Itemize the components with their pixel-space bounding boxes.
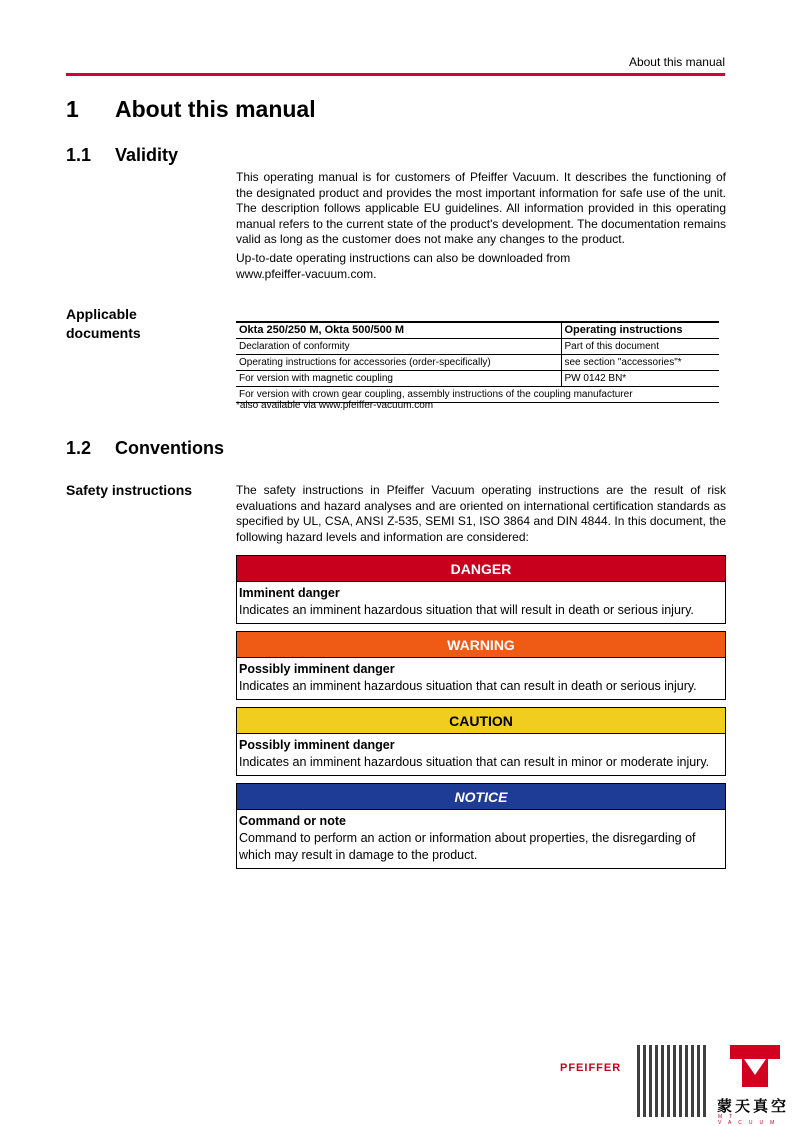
hazard-text: Indicates an imminent hazardous situation that will result in death or serious injury. — [239, 603, 694, 617]
hazard-box-danger — [236, 555, 726, 624]
table-row: For version with crown gear coupling, assembly instructions of the coupling manufacturer — [236, 387, 719, 403]
hazard-title: Imminent danger — [239, 586, 340, 600]
validity-download-text: Up-to-date operating instructions can also be downloaded from www.pfeiffer-vacuum.com. — [236, 251, 571, 281]
hazard-title: Possibly imminent danger — [239, 738, 395, 752]
hazard-label: NOTICE — [237, 784, 725, 810]
hazard-text: Indicates an imminent hazardous situation that can result in death or serious injury. — [239, 679, 697, 693]
hazard-label: CAUTION — [237, 708, 725, 734]
section-conventions-title: 1.2 Conventions — [66, 438, 225, 458]
safety-instructions-label: Safety instructions — [66, 482, 193, 498]
mt-vacuum-logo — [730, 1045, 780, 1087]
validity-text: This operating manual is for customers of Pfeiffer Vacuum. It describes the functioning of the designated product and provides the most important information for safe use of the unit. The description follows applicable EU guidelines. All information provided in this operating manual refers to the current state of the product's development. The documentation remains valid as long as the customer does not make any changes to the product. — [236, 170, 726, 246]
qr-code — [637, 1045, 709, 1117]
hazard-box-notice — [236, 783, 726, 869]
hazard-title: Command or note — [239, 814, 346, 828]
hazard-text: Command to perform an action or information about properties, the disregarding of which may result in damage to the product. — [239, 831, 696, 862]
header-rule — [66, 73, 725, 76]
table-row: Declaration of conformity Part of this document — [236, 339, 719, 355]
partner-name-cn: 蒙天真空 — [717, 1098, 790, 1115]
table-header: Okta 250/250 M, Okta 500/500 M Operating instructions — [236, 322, 719, 339]
section-validity-title: 1.1 Validity — [66, 145, 179, 165]
hazard-box-warning — [236, 631, 726, 700]
applicable-documents-label: Applicable documents — [66, 306, 141, 341]
hazard-title: Possibly imminent danger — [239, 662, 395, 676]
safety-text: The safety instructions in Pfeiffer Vacuum operating instructions are the result of risk evaluations and hazard analyses and are oriented on international certification standards as specified by UL, CSA, ANSI Z-535, SEMI S1, ISO 3864 and DIN 4844. In this document, the following hazard levels and information are considered: — [236, 483, 726, 544]
hazard-label: WARNING — [237, 632, 725, 658]
hazard-label: DANGER — [237, 556, 725, 582]
running-header: About this manual — [628, 55, 725, 69]
table-row: Operating instructions for accessories (order-specifically) see section "accessories"* — [236, 355, 719, 371]
chapter-title: 1 About this manual — [66, 96, 316, 122]
partner-name-en: MT VACUUM — [718, 1114, 782, 1126]
hazard-box-caution — [236, 707, 726, 776]
applicable-documents-table — [236, 321, 719, 403]
pfeiffer-logo: PFEIFFER — [560, 1062, 622, 1074]
hazard-text: Indicates an imminent hazardous situation that can result in minor or moderate injury. — [239, 755, 710, 769]
table-row: For version with magnetic coupling PW 0142 BN* — [236, 371, 719, 387]
table-footnote: *also available via www.pfeiffer-vacuum.com — [236, 400, 434, 411]
